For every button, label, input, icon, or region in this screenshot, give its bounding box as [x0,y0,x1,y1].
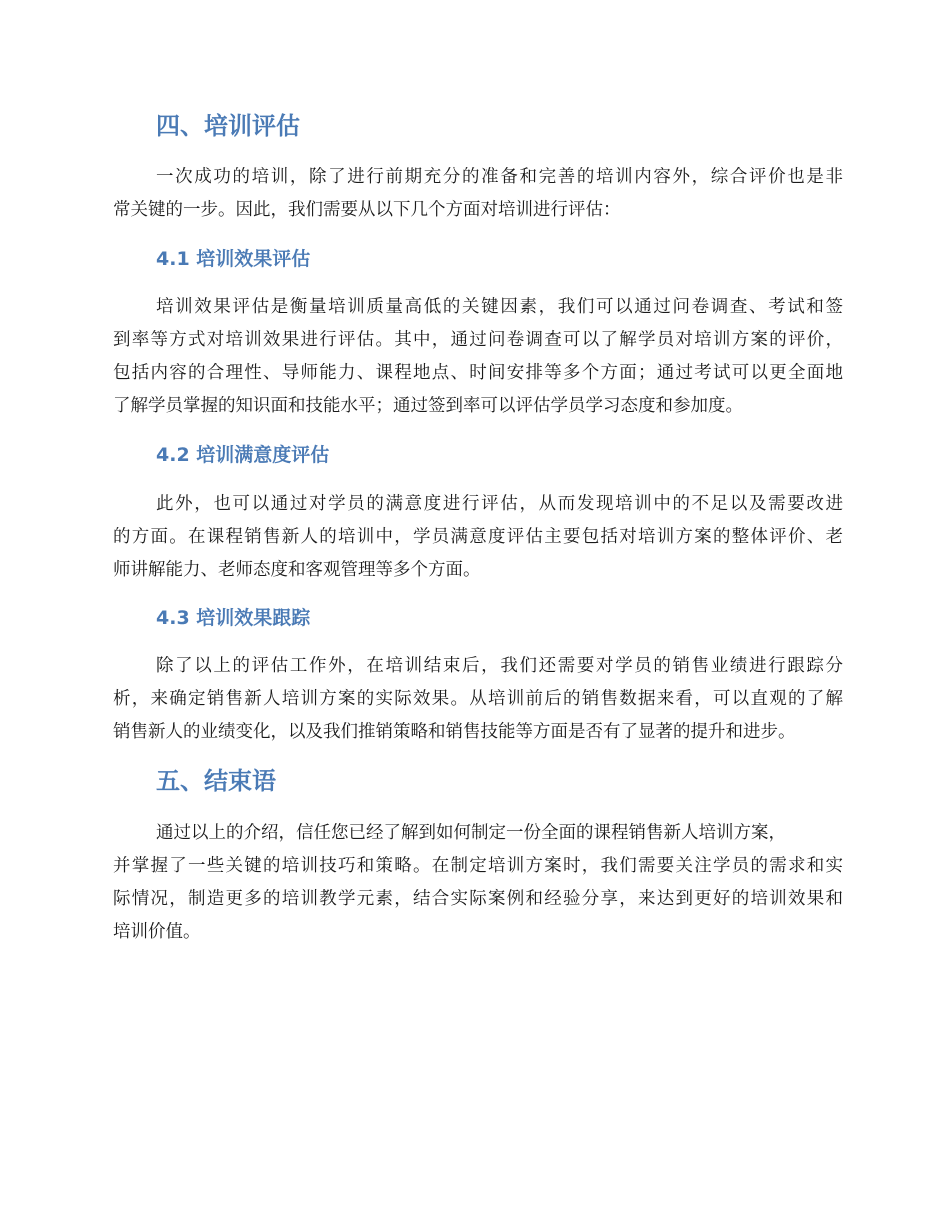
subsection-4-1-heading: 4.1 培训效果评估 [156,248,311,270]
paragraph-line: 常关键的一步。因此，我们需要从以下几个方面对培训进行评估： [113,200,621,220]
paragraph-line: 的方面。在课程销售新人的培训中，学员满意度评估主要包括对培训方案的整体评价、老 [113,527,843,547]
paragraph-line: 并掌握了一些关键的培训技巧和策略。在制定培训方案时，我们需要关注学员的需求和实 [113,856,843,876]
paragraph-line: 除了以上的评估工作外，在培训结束后，我们还需要对学员的销售业绩进行跟踪分 [156,656,843,676]
paragraph-line: 销售新人的业绩变化，以及我们推销策略和销售技能等方面是否有了显著的提升和进步。 [113,722,796,742]
section-4-heading: 四、培训评估 [156,112,300,140]
paragraph-line: 培训效果评估是衡量培训质量高低的关键因素，我们可以通过问卷调查、考试和签 [156,297,843,317]
paragraph-line: 一次成功的培训，除了进行前期充分的准备和完善的培训内容外，综合评价也是非 [156,167,843,187]
paragraph-line: 际情况，制造更多的培训教学元素，结合实际案例和经验分享，来达到更好的培训效果和 [113,889,843,909]
section-5-heading: 五、结束语 [156,767,276,795]
paragraph-line: 析，来确定销售新人培训方案的实际效果。从培训前后的销售数据来看，可以直观的了解 [113,689,843,709]
paragraph-line: 培训价值。 [113,922,201,942]
subsection-4-2-paragraph [113,488,843,587]
paragraph-line: 到率等方式对培训效果进行评估。其中，通过问卷调查可以了解学员对培训方案的评价， [113,330,843,350]
paragraph-line: 包括内容的合理性、导师能力、课程地点、时间安排等多个方面；通过考试可以更全面地 [113,363,843,383]
subsection-4-3-paragraph [113,650,843,749]
subsection-4-2-heading: 4.2 培训满意度评估 [156,444,330,466]
section-4-intro-paragraph [113,161,843,227]
paragraph-line: 通过以上的介绍，信任您已经了解到如何制定一份全面的课程销售新人培训方案， [156,823,786,843]
subsection-4-3-heading: 4.3 培训效果跟踪 [156,607,311,629]
section-5-paragraph [113,817,843,949]
paragraph-line: 师讲解能力、老师态度和客观管理等多个方面。 [113,560,481,580]
paragraph-line: 了解学员掌握的知识面和技能水平；通过签到率可以评估学员学习态度和参加度。 [113,396,743,416]
paragraph-line: 此外，也可以通过对学员的满意度进行评估，从而发现培训中的不足以及需要改进 [156,494,843,514]
subsection-4-1-paragraph [113,291,843,423]
